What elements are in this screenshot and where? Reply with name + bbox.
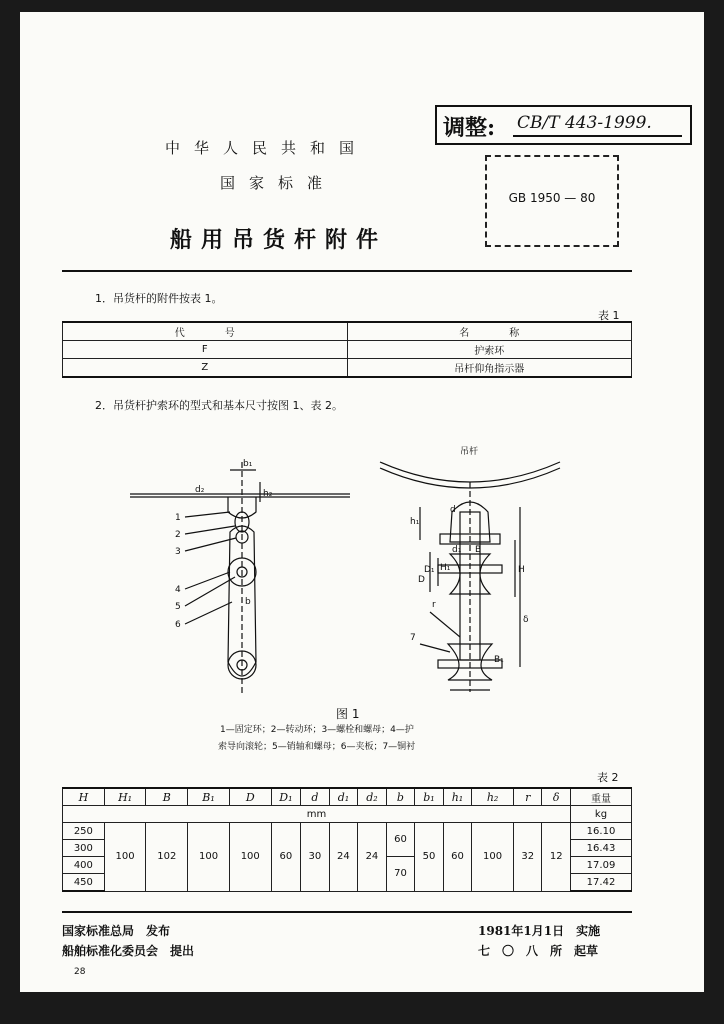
document-page (20, 12, 704, 992)
table-row: 300 16.43 (63, 840, 632, 857)
dim-label: h₁ (410, 517, 420, 527)
boom-arc (380, 462, 560, 482)
dim-label: r (432, 600, 436, 610)
country-name: 中华人民共和国 (165, 139, 369, 157)
dim-label: d₁ (452, 545, 462, 555)
table-row: Z 吊杆仰角指示器 (63, 359, 632, 378)
dim-label: H (518, 565, 525, 575)
callout-5: 5 (175, 602, 181, 612)
page-number: 28 (74, 967, 86, 977)
callout-3: 3 (175, 547, 181, 557)
table-row: 250 100 102 100 100 60 30 24 24 60 50 60 100 32 12 16.10 (63, 823, 632, 840)
standard-number: GB 1950 — 80 (508, 191, 596, 205)
callout-4: 4 (175, 585, 181, 595)
unit-kg: kg (571, 806, 632, 823)
unit-mm: mm (63, 806, 571, 823)
callout-1: 1 (175, 513, 181, 523)
effective-date: 1981年1月1日 实施 (478, 924, 601, 938)
standard-type: 国家标准 (220, 174, 337, 192)
boom-label: 吊杆 (460, 447, 479, 457)
adjustment-label: 调整: (443, 115, 496, 141)
dim-label: D (418, 575, 425, 585)
callout-2: 2 (175, 530, 181, 540)
header-rule (62, 270, 632, 272)
dim-label: B₁ (494, 655, 504, 665)
dim-label: D₁ (424, 565, 435, 575)
adjustment-stamp (435, 105, 692, 145)
callout-7: 7 (410, 633, 416, 643)
table2: H H₁ B B₁ D D₁ d d₁ d₂ b b₁ h₁ h₂ r δ 重量 mm kg 250 100 102 100 100 60 30 24 24 60 50 60 100 32 12 16.10 300 16.43 400 70 17.09 450 17.42 (62, 787, 632, 892)
drafter: 七 〇 八 所 起草 (478, 944, 599, 958)
standard-number-box (485, 155, 619, 247)
figure-legend-line2: 索导向滚轮；5—销轴和螺母；6—夹板；7—铜衬 (218, 742, 416, 752)
table-row: F 护索环 (63, 341, 632, 359)
section1-text: 1．吊货杆的附件按表 1。 (95, 292, 223, 305)
table-row: 400 70 17.09 (63, 857, 632, 874)
dim-label: d₂ (195, 485, 205, 495)
table1-header-code: 代 号 (63, 322, 348, 341)
dim-label: B (475, 545, 482, 555)
callout-6: 6 (175, 620, 181, 630)
dim-label: b₁ (243, 459, 253, 469)
dim-label: d (450, 505, 456, 515)
figure1-drawing (20, 422, 704, 702)
weight-header: 重量 (571, 788, 632, 806)
table1-label: 表 1 (598, 309, 620, 322)
table-row: 450 17.42 (63, 874, 632, 892)
document-title: 船用吊货杆附件 (170, 227, 388, 253)
dim-label: H₁ (440, 563, 451, 573)
table2-label: 表 2 (597, 771, 619, 784)
figure-caption: 图 1 (336, 707, 360, 721)
issuer: 国家标准总局 发布 (62, 924, 171, 938)
dim-label: δ (523, 615, 529, 625)
footer-rule (62, 911, 632, 913)
table1 (62, 321, 632, 378)
dim-label: h₂ (263, 489, 273, 499)
proposer: 船舶标准化委员会 提出 (62, 944, 195, 958)
adjustment-value: CB/T 443-1999. (517, 113, 652, 133)
table1-header-name: 名 称 (347, 322, 632, 341)
section2-text: 2．吊货杆护索环的型式和基本尺寸按图 1、表 2。 (95, 399, 343, 412)
figure-legend-line1: 1—固定环；2—转动环；3—螺栓和螺母；4—护 (220, 725, 414, 735)
dim-label: b (245, 597, 251, 607)
